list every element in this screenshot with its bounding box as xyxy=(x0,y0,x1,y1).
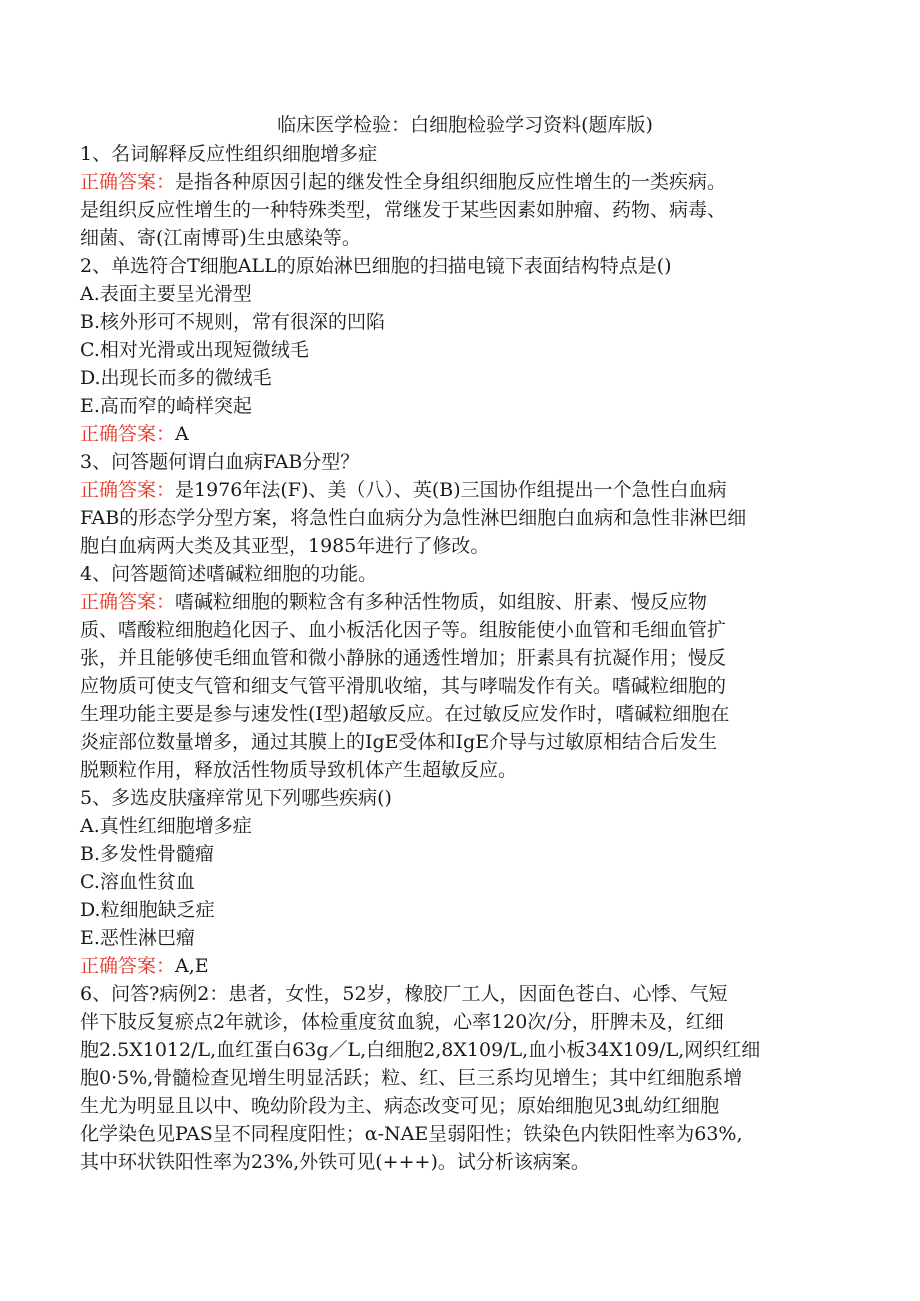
option-b: B.核外形可不规则，常有很深的凹陷 xyxy=(80,311,386,333)
answer-line: 正确答案：是指各种原因引起的继发性全身组织细胞反应性增生的一类疾病。 xyxy=(80,171,727,193)
question-2 xyxy=(80,252,850,448)
question-4 xyxy=(80,560,850,784)
answer-line: 炎症部位数量增多，通过其膜上的IgE受体和IgE介导与过敏原相结合后发生 xyxy=(80,731,718,753)
option-c: C.溶血性贫血 xyxy=(80,871,195,893)
answer-line: 正确答案：A,E xyxy=(80,955,209,977)
case-line: 生尤为明显且以中、晚幼阶段为主、病态改变可见；原始细胞见3虬幼红细胞 xyxy=(80,1095,720,1117)
question-5 xyxy=(80,784,850,980)
answer-line: 正确答案：是1976年法(F)、美（八）、英(B)三国协作组提出一个急性白血病 xyxy=(80,479,727,501)
option-e: E.恶性淋巴瘤 xyxy=(80,927,195,949)
document-page xyxy=(80,112,850,1176)
question-3 xyxy=(80,448,850,560)
question-text: 5、多选皮肤瘙痒常见下列哪些疾病() xyxy=(80,787,392,809)
question-text: 4、问答题简述嗜碱粒细胞的功能。 xyxy=(80,563,378,585)
option-d: D.出现长而多的微绒毛 xyxy=(80,367,272,389)
question-text: 2、单选符合T细胞ALL的原始淋巴细胞的扫描电镜下表面结构特点是() xyxy=(80,255,672,277)
case-line: 伴下肢反复瘀点2年就诊，体检重度贫血貌，心率120次/分，肝脾未及，红细 xyxy=(80,1011,724,1033)
option-a: A.表面主要呈光滑型 xyxy=(80,283,252,305)
question-text: 1、名词解释反应性组织细胞增多症 xyxy=(80,143,378,165)
answer-label: 正确答案： xyxy=(80,479,176,501)
option-b: B.多发性骨髓瘤 xyxy=(80,843,215,865)
case-line: 胞2.5X1012/L,血红蛋白63g／L,白细胞2,8X109/L,血小板34X109/L,网织红细 xyxy=(80,1039,761,1061)
case-line: 胞0·5%,骨髓检查见增生明显活跃；粒、红、巨三系均见增生；其中红细胞系增 xyxy=(80,1067,743,1089)
answer-line: 正确答案：A xyxy=(80,423,189,445)
answer-line: 质、嗜酸粒细胞趋化因子、血小板活化因子等。组胺能使小血管和毛细血管扩 xyxy=(80,619,727,641)
question-6 xyxy=(80,980,850,1176)
answer-line: 胞白血病两大类及其亚型，1985年进行了修改。 xyxy=(80,535,490,557)
answer-line: 脱颗粒作用，释放活性物质导致机体产生超敏反应。 xyxy=(80,759,518,781)
answer-line: FAB的形态学分型方案，将急性白血病分为急性淋巴细胞白血病和急性非淋巴细 xyxy=(80,507,747,529)
option-c: C.相对光滑或出现短微绒毛 xyxy=(80,339,309,361)
page-title: 临床医学检验：白细胞检验学习资料(题库版) xyxy=(277,114,653,136)
answer-line: 正确答案：嗜碱粒细胞的颗粒含有多种活性物质，如组胺、肝素、慢反应物 xyxy=(80,591,708,613)
case-line: 6、问答?病例2：患者，女性，52岁，橡胶厂工人，因面色苍白、心悸、气短 xyxy=(80,983,728,1005)
question-1 xyxy=(80,140,850,252)
answer-line: 生理功能主要是参与速发性(I型)超敏反应。在过敏反应发作时，嗜碱粒细胞在 xyxy=(80,703,730,725)
answer-label: 正确答案： xyxy=(80,591,176,613)
case-line: 其中环状铁阳性率为23%,外铁可见(+++)。试分析该病案。 xyxy=(80,1151,590,1173)
answer-line: 应物质可使支气管和细支气管平滑肌收缩，其与哮喘发作有关。嗜碱粒细胞的 xyxy=(80,675,727,697)
question-text: 3、问答题何谓白血病FAB分型？ xyxy=(80,451,360,473)
option-e: E.高而窄的崎样突起 xyxy=(80,395,252,417)
option-a: A.真性红细胞增多症 xyxy=(80,815,252,837)
answer-line: 张，并且能够使毛细血管和微小静脉的通透性增加；肝素具有抗凝作用；慢反 xyxy=(80,647,727,669)
option-d: D.粒细胞缺乏症 xyxy=(80,899,215,921)
answer-line: 细菌、寄(江南博哥)生虫感染等。 xyxy=(80,227,361,249)
answer-label: 正确答案： xyxy=(80,955,176,977)
answer-line: 是组织反应性增生的一种特殊类型，常继发于某些因素如肿瘤、药物、病毒、 xyxy=(80,199,727,221)
answer-label: 正确答案： xyxy=(80,423,176,445)
answer-label: 正确答案： xyxy=(80,171,176,193)
case-line: 化学染色见PAS呈不同程度阳性；α-NAE呈弱阳性；铁染色内铁阳性率为63%, xyxy=(80,1123,743,1145)
